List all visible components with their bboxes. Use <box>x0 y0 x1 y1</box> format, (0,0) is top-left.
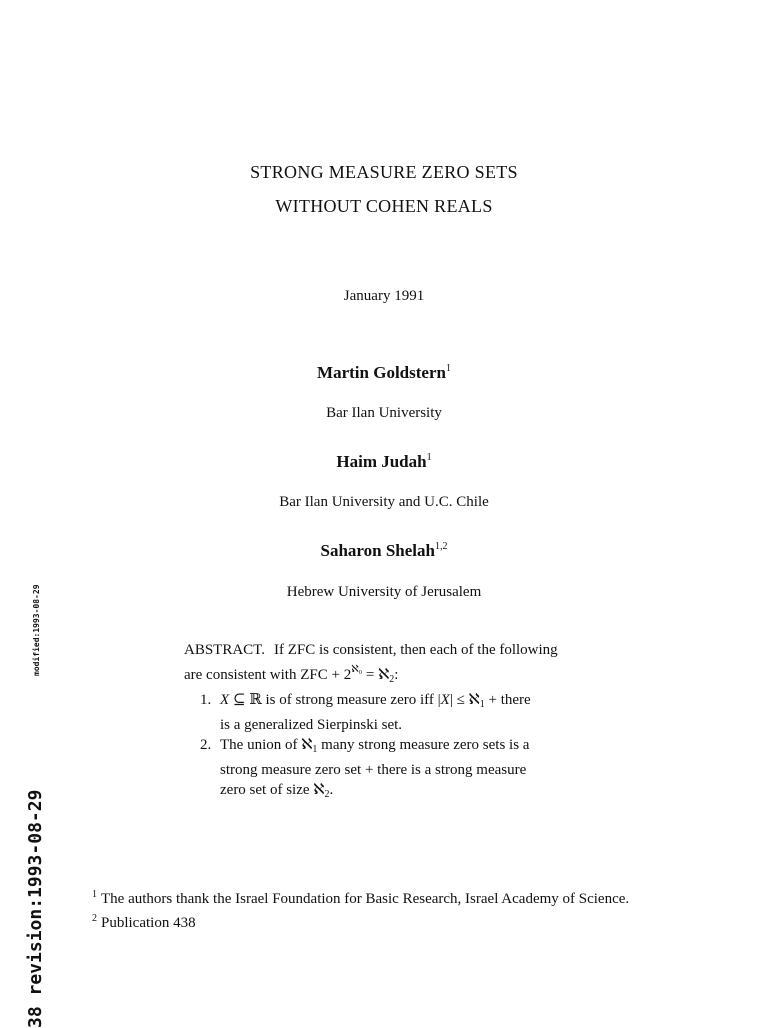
abstract-line-2: are consistent with ZFC + $2^{ℵ_0}$ = ℵ$_2$: <box>184 664 399 685</box>
abstract-label: ABSTRACT. <box>184 642 265 658</box>
paper-date: January 1991 <box>343 288 425 304</box>
paper-title-line-2: WITHOUT COHEN REALS <box>275 196 493 216</box>
author-name-judah <box>0 452 768 472</box>
footnote <box>92 885 629 909</box>
author-name: Haim Judah <box>336 452 427 471</box>
abstract-line-1 <box>184 640 624 660</box>
author-footnote-mark: 1 <box>426 452 432 463</box>
paper-title-line-1: STRONG MEASURE ZERO SETS <box>250 162 518 182</box>
footnote-text: Publication 438 <box>101 915 196 931</box>
affiliation-judah: Bar Ilan University and U.C. Chile <box>279 494 489 510</box>
author-name-shelah <box>0 541 768 561</box>
abstract-intro: If ZFC is consistent, then each of the following <box>273 642 558 658</box>
affiliation-shelah: Hebrew University of Jerusalem <box>286 584 482 600</box>
revision-stamp: 38 revision:1993-08-29 <box>25 789 46 1028</box>
author-name-goldstern <box>0 363 768 383</box>
footnote-text: The authors thank the Israel Foundation for Basic Research, Israel Academy of Science. <box>101 891 630 907</box>
list-item-number: 2. <box>200 737 212 753</box>
footnote-mark: 2 <box>92 913 97 924</box>
footnote-mark: 1 <box>92 889 97 900</box>
author-footnote-mark: 1 <box>445 363 451 374</box>
list-item-number: 1. <box>200 692 212 708</box>
list-item: 2. The union of ℵ$_1$ many strong measure zero sets is a strong measure zero set + there is a strong measure zero set of size ℵ$_2$. <box>200 737 530 800</box>
author-name: Martin Goldstern <box>317 363 446 382</box>
abstract <box>184 640 624 805</box>
affiliation-goldstern: Bar Ilan University <box>326 405 442 421</box>
list-item: 1. X ⊆ ℝ is of strong measure zero iff |X| ≤ ℵ$_1$ + there is a generalized Sierpinski set. <box>200 692 531 733</box>
abstract-list <box>184 690 624 805</box>
author-name: Saharon Shelah <box>320 541 435 560</box>
author-footnote-mark: 1,2 <box>434 541 448 552</box>
footnote <box>92 909 629 933</box>
modified-date-stamp: modified:1993-08-29 <box>32 584 41 676</box>
footnotes <box>92 885 629 933</box>
